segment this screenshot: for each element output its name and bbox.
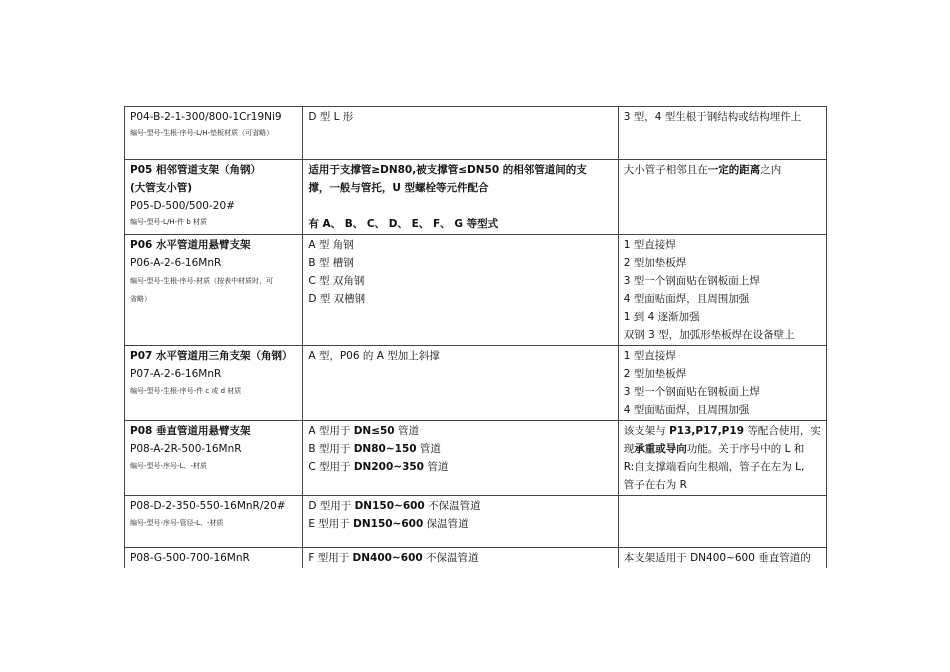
- note-text: 3 型，4 型生根于钢结构或结构埋件上: [623, 111, 802, 123]
- type-part: 管道: [416, 443, 441, 455]
- type-part: D 型用于: [308, 500, 355, 512]
- code-legend: 编号-型号-生根-序号-L/H-垫板材质（可省略）: [130, 129, 274, 137]
- table-row: [125, 160, 827, 235]
- code-text: P08-D-2-350-550-16MnR/20#: [130, 500, 286, 512]
- table-row: [125, 346, 827, 421]
- type-part: C 型用于: [308, 461, 354, 473]
- type-emphasis: DN150~600: [353, 518, 424, 530]
- cell-note: [618, 107, 826, 160]
- type-part: 管道: [394, 425, 419, 437]
- type-text: D 型 双槽钢: [308, 293, 366, 305]
- cell-note: [618, 496, 826, 548]
- note-part: 之内: [760, 164, 782, 176]
- section-title: P06 水平管道用悬臂支架: [130, 239, 251, 251]
- cell-code: [125, 548, 303, 569]
- cell-type: [303, 107, 618, 160]
- type-emphasis: DN150~600: [354, 500, 425, 512]
- note-text: 4 型面贴面焊，且周围加强: [623, 404, 750, 416]
- note-emphasis: P13,P17,P19: [669, 425, 744, 437]
- note-text: 1 型直接焊: [623, 350, 676, 362]
- cell-type: [303, 421, 618, 496]
- type-text: C 型 双角钢: [308, 275, 365, 287]
- note-part: 大小管子相邻且在: [623, 164, 708, 176]
- note-text: R:自支撑端看向生根端，管子在左为 L,: [623, 461, 805, 473]
- cell-code: [125, 160, 303, 235]
- cell-code: [125, 346, 303, 421]
- cell-note: [618, 235, 826, 346]
- section-title: P08 垂直管道用悬臂支架: [130, 425, 251, 437]
- type-emphasis: DN200~350: [353, 461, 424, 473]
- code-legend: 省略）: [130, 295, 151, 303]
- cell-type: [303, 548, 618, 569]
- section-subtitle: (大管支小管): [130, 182, 193, 194]
- type-text: [308, 458, 612, 476]
- type-part: 保温管道: [423, 518, 469, 530]
- table-row: [125, 496, 827, 548]
- code-text: P05-D-500/500-20#: [130, 200, 235, 212]
- note-text: 3 型一个钢面贴在钢板面上焊: [623, 275, 760, 287]
- support-table: [124, 106, 827, 568]
- note-text: 1 型直接焊: [623, 239, 676, 251]
- type-text: A 型 角钢: [308, 239, 354, 251]
- note-text: 3 型一个钢面贴在钢板面上焊: [623, 386, 760, 398]
- cell-code: [125, 235, 303, 346]
- note-text: 本支架适用于 DN400~600 垂直管道的: [623, 552, 811, 564]
- note-part: 该支架与: [623, 425, 670, 437]
- table-row: [125, 107, 827, 160]
- note-emphasis: 一定的距离: [707, 164, 761, 176]
- note-text: 2 型加垫板焊: [623, 257, 687, 269]
- note-emphasis: 承重或导向: [634, 443, 687, 455]
- type-text: [308, 497, 612, 515]
- note-part: 现: [623, 443, 635, 455]
- type-text: [308, 440, 612, 458]
- note-text: [624, 422, 821, 440]
- code-legend: 编号-型号-生根-序号-件 c 或 d 材质: [130, 387, 242, 395]
- note-text: 管子在右为 R: [623, 479, 687, 491]
- code-legend: 编号-型号-序号-L、-材质: [130, 462, 208, 470]
- type-part: 管道: [423, 461, 449, 473]
- note-text: 双钢 3 型，加弧形垫板焊在设备壁上: [623, 329, 795, 341]
- cell-note: [618, 421, 826, 496]
- type-part: B 型用于: [308, 443, 354, 455]
- cell-type: [303, 496, 618, 548]
- note-text: 1 到 4 逐渐加强: [623, 311, 700, 323]
- type-text: B 型 槽钢: [308, 257, 354, 269]
- code-text: P04-B-2-1-300/800-1Cr19Ni9: [130, 111, 282, 123]
- type-text: [308, 515, 612, 533]
- type-text: [308, 549, 612, 567]
- note-text: [624, 440, 821, 458]
- table-row: [125, 421, 827, 496]
- cell-code: [125, 421, 303, 496]
- code-text: P08-G-500-700-16MnR: [130, 552, 250, 564]
- code-legend: 编号-型号-序号-管径-L、-材质: [130, 519, 224, 527]
- type-part: 不保温管道: [424, 500, 481, 512]
- cell-type: [303, 160, 618, 235]
- cell-note: [618, 160, 826, 235]
- note-text: 2 型加垫板焊: [623, 368, 687, 380]
- type-text: A 型，P06 的 A 型加上斜撑: [308, 350, 440, 362]
- type-part: F 型用于: [308, 552, 353, 564]
- note-text: [624, 161, 821, 179]
- type-text: D 型 L 形: [308, 111, 354, 123]
- scope-text: 适用于支撑管≥DN80,被支撑管≤DN50 的相邻管道间的支: [308, 164, 587, 176]
- cell-code: [125, 107, 303, 160]
- table-row: [125, 235, 827, 346]
- type-text: [308, 422, 612, 440]
- section-title: P05 相邻管道支架（角钢）: [130, 164, 261, 176]
- type-emphasis: DN80~150: [353, 443, 417, 455]
- type-part: E 型用于: [308, 518, 354, 530]
- code-legend: 编号-型号-L/H-件 b 材质: [130, 218, 207, 226]
- section-title: P07 水平管道用三角支架（角钢）: [130, 350, 293, 362]
- note-part: 功能。关于序号中的 L 和: [686, 443, 805, 455]
- table-row: [125, 548, 827, 569]
- note-part: 等配合使用，实: [744, 425, 821, 437]
- cell-type: [303, 346, 618, 421]
- type-emphasis: DN400~600: [352, 552, 423, 564]
- cell-type: [303, 235, 618, 346]
- spacer: [308, 197, 612, 215]
- type-emphasis: DN≤50: [353, 425, 395, 437]
- cell-note: [618, 548, 826, 569]
- note-text: 4 型面贴面焊，且周围加强: [623, 293, 750, 305]
- scope-text: 撑，一般与管托，U 型螺栓等元件配合: [308, 182, 489, 194]
- cell-note: [618, 346, 826, 421]
- code-legend: 编号-型号-生根-序号-材质（按表中材质时，可: [130, 277, 274, 285]
- cell-code: [125, 496, 303, 548]
- type-list-text: 有 A、 B、 C、 D、 E、 F、 G 等型式: [308, 218, 499, 230]
- type-part: 不保温管道: [422, 552, 479, 564]
- code-text: P06-A-2-6-16MnR: [130, 257, 222, 269]
- code-text: P08-A-2R-500-16MnR: [130, 443, 242, 455]
- code-text: P07-A-2-6-16MnR: [130, 368, 222, 380]
- type-part: A 型用于: [308, 425, 354, 437]
